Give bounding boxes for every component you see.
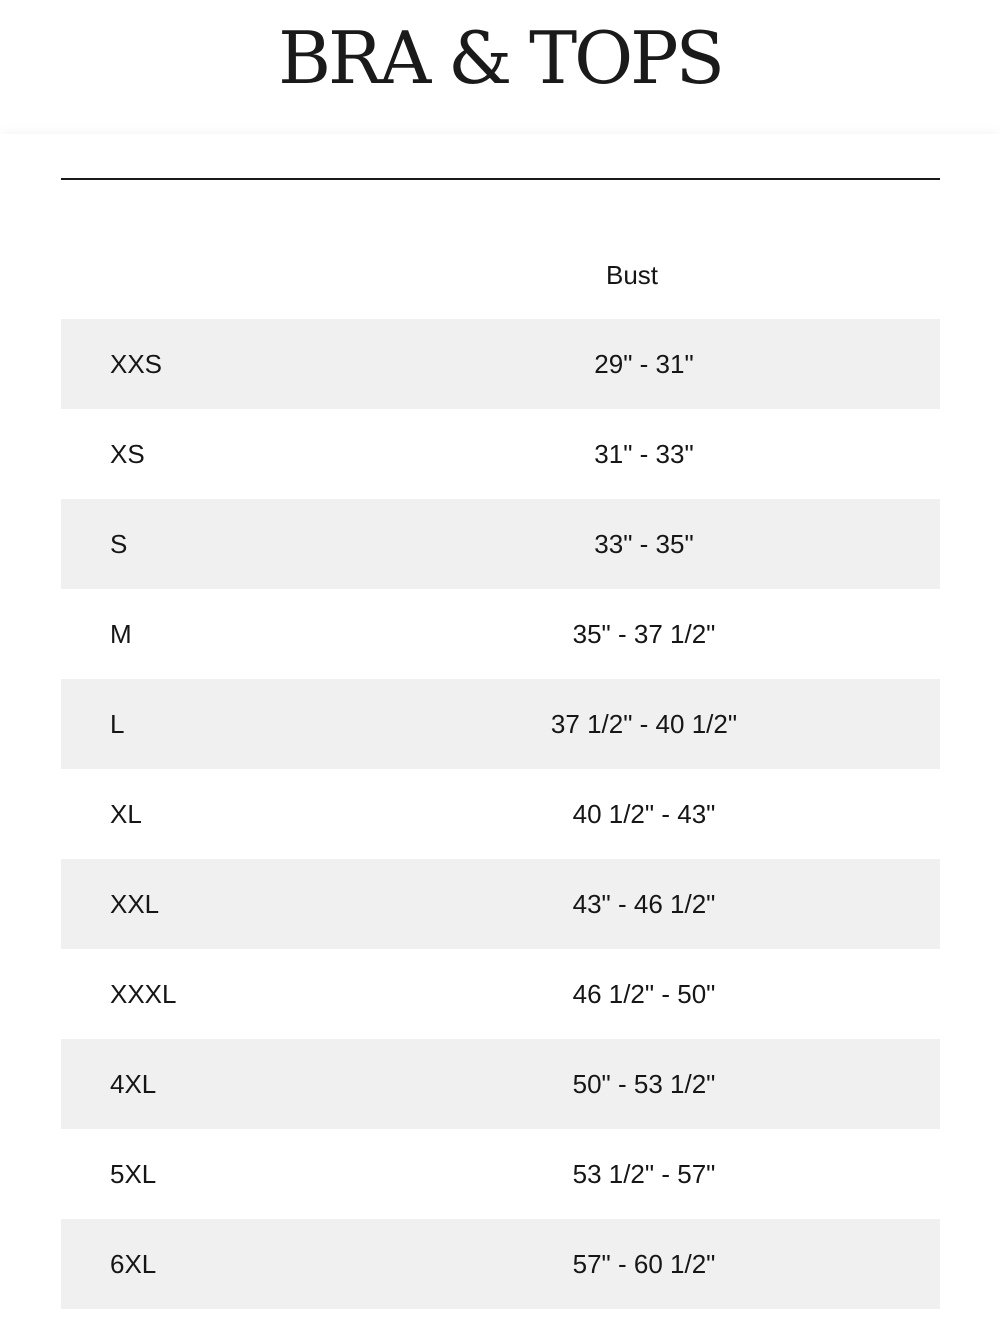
bust-cell: 37 1/2" - 40 1/2" (550, 709, 738, 739)
bust-cell: 53 1/2" - 57" (572, 1159, 716, 1189)
page-title: BRA & TOPS (278, 16, 722, 100)
table-row (61, 769, 940, 859)
size-cell: XS (110, 439, 145, 469)
size-table (61, 319, 940, 1309)
table-row (61, 1039, 940, 1129)
size-cell: 6XL (110, 1249, 157, 1279)
bust-cell: 50" - 53 1/2" (572, 1069, 716, 1099)
table-row (61, 499, 940, 589)
size-cell: S (110, 529, 128, 559)
table-row (61, 679, 940, 769)
bust-cell: 35" - 37 1/2" (572, 619, 716, 649)
table-row (61, 859, 940, 949)
size-cell: 5XL (110, 1159, 157, 1189)
bust-cell: 40 1/2" - 43" (572, 799, 716, 829)
bust-column-header: Bust (605, 260, 659, 290)
bust-cell: 43" - 46 1/2" (572, 889, 716, 919)
bust-cell: 57" - 60 1/2" (572, 1249, 716, 1279)
size-cell: XXL (110, 889, 160, 919)
table-row (61, 319, 940, 409)
size-cell: XL (110, 799, 142, 829)
table-row (61, 1219, 940, 1309)
size-cell: XXXL (110, 979, 177, 1009)
size-cell: L (110, 709, 125, 739)
bust-cell: 29" - 31" (594, 349, 694, 379)
bust-cell: 33" - 35" (594, 529, 694, 559)
size-cell: XXS (110, 349, 163, 379)
bust-cell: 46 1/2" - 50" (572, 979, 716, 1009)
table-row (61, 1129, 940, 1219)
title-divider (61, 178, 940, 180)
table-row (61, 589, 940, 679)
bust-cell: 31" - 33" (594, 439, 694, 469)
table-row (61, 949, 940, 1039)
size-cell: M (110, 619, 132, 649)
size-cell: 4XL (110, 1069, 157, 1099)
table-row (61, 409, 940, 499)
